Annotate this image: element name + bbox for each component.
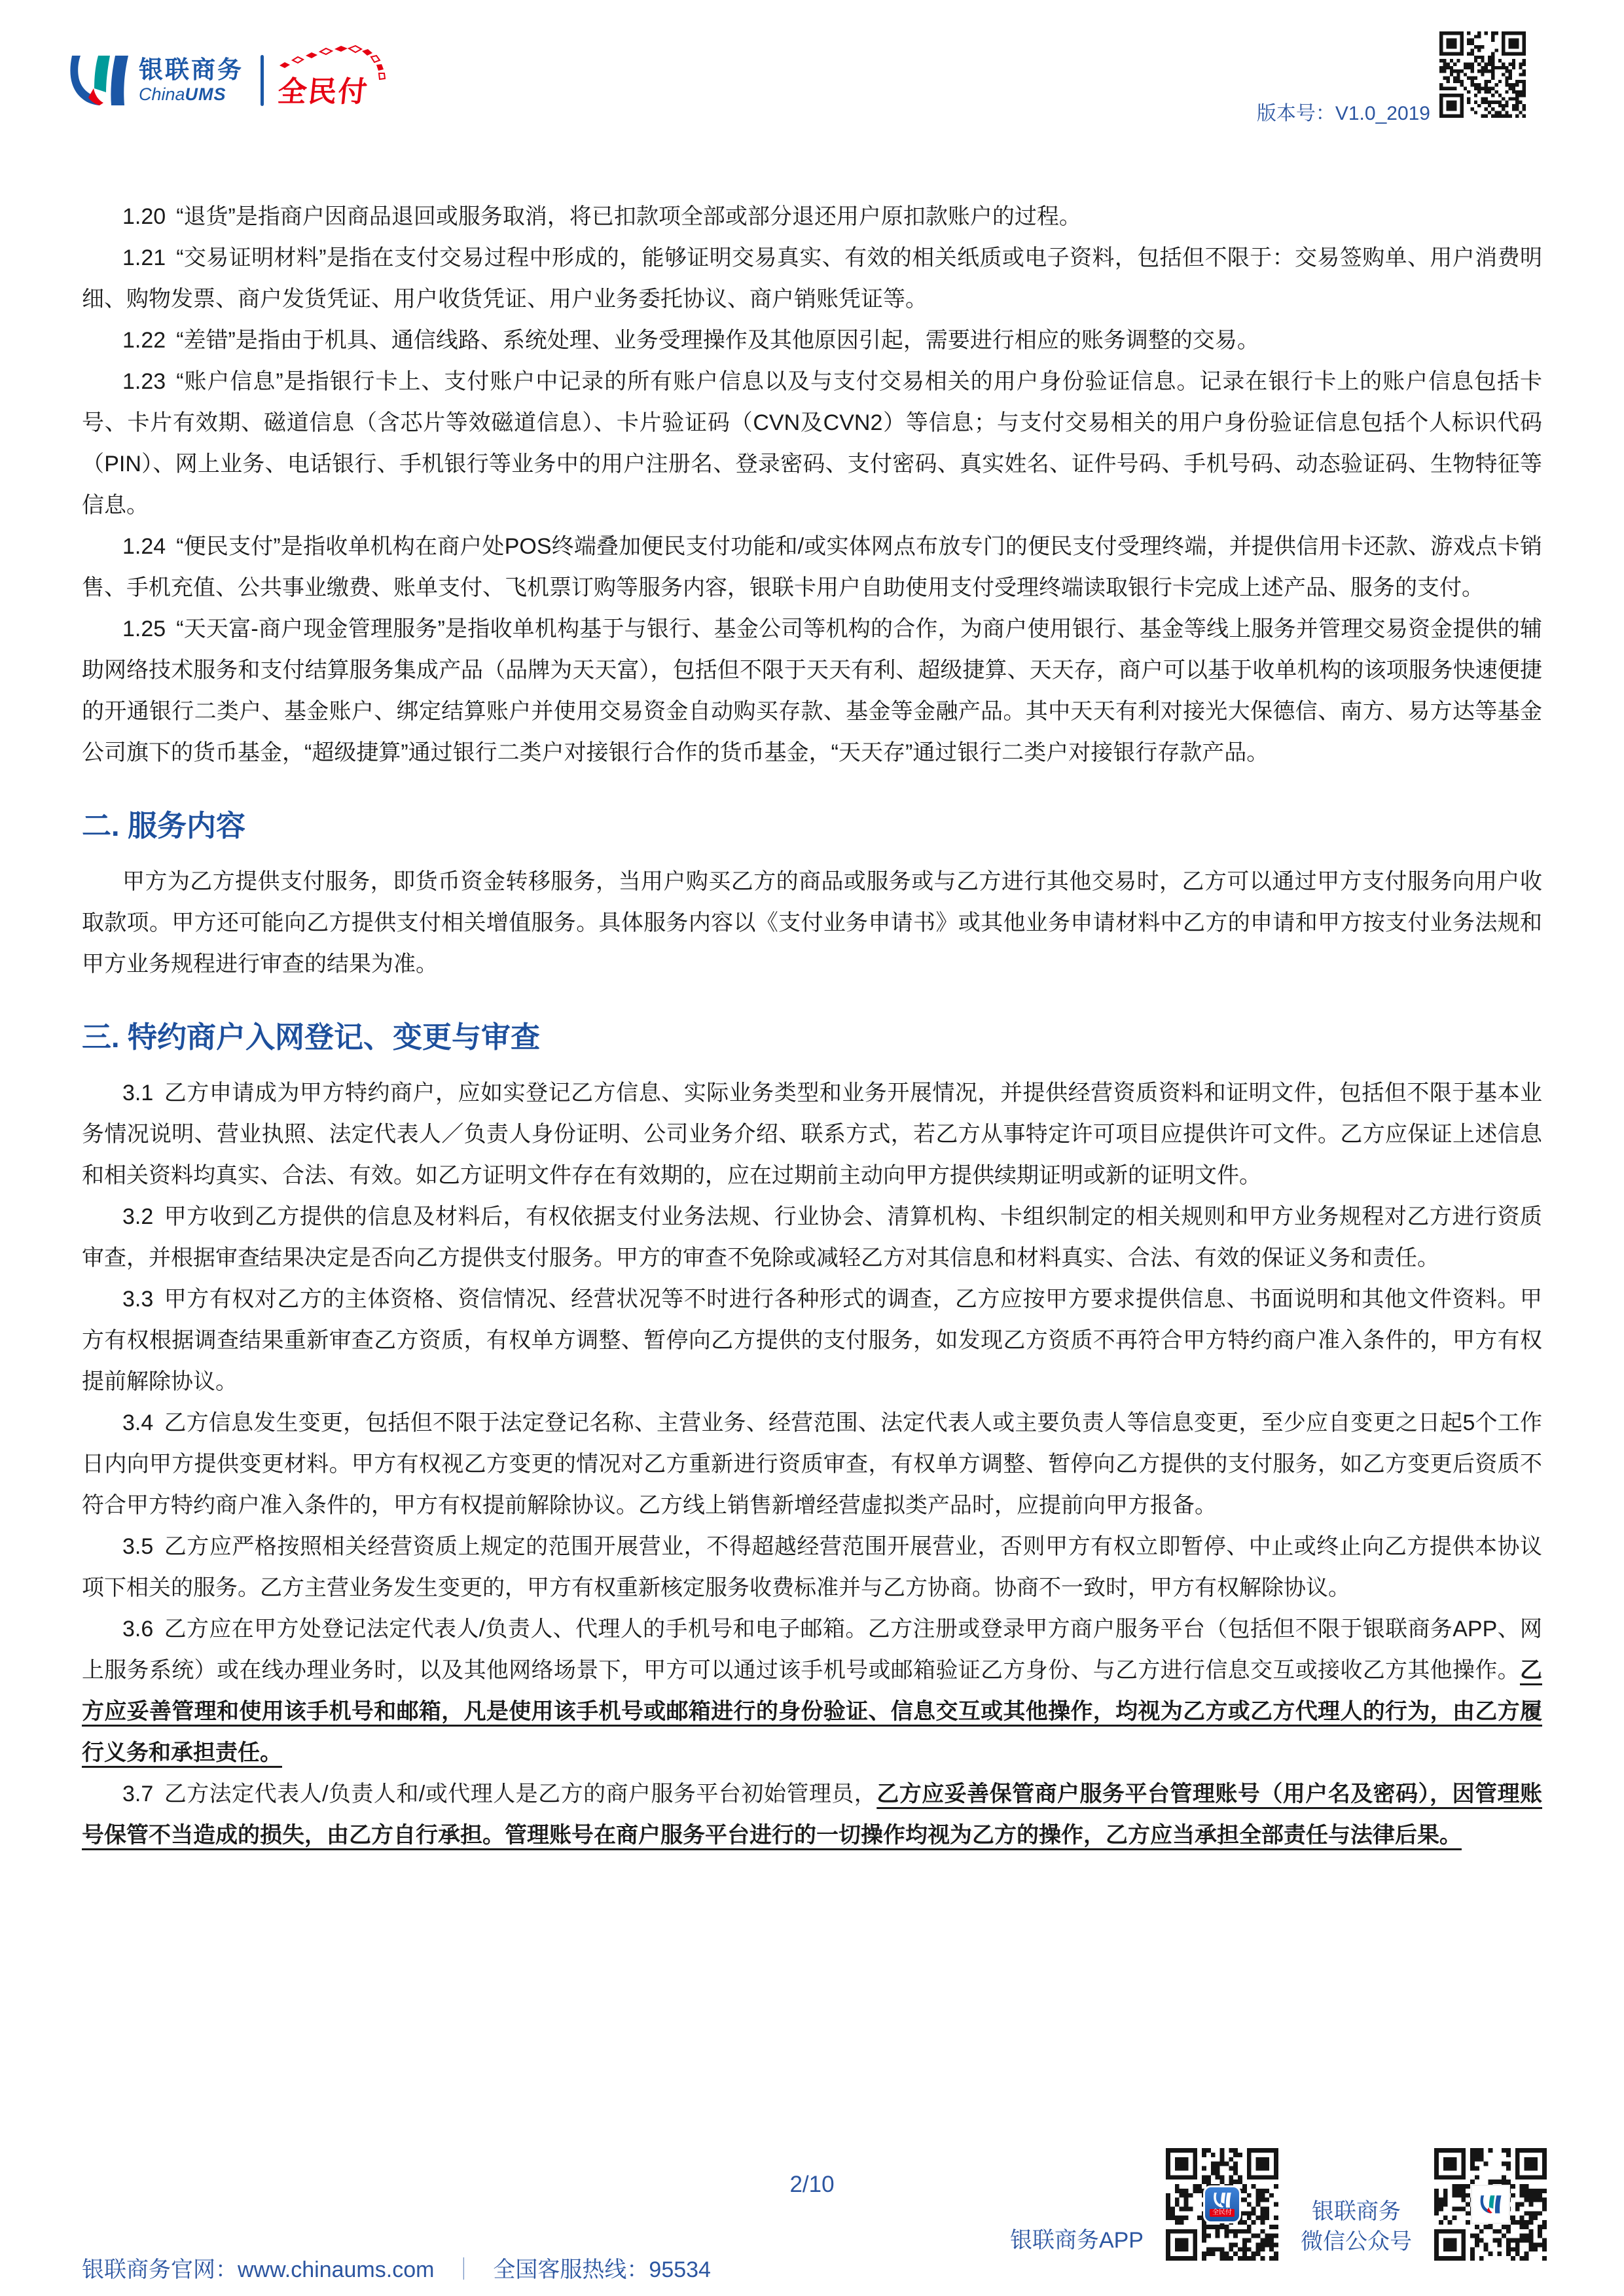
brand-en-light: China bbox=[139, 84, 185, 104]
clause-text: 甲方有权对乙方的主体资格、资信情况、经营状况等不时进行各种形式的调查，乙方应按甲方要求提供信息、书面说明和其他文件资料。甲方有权根据调查结果重新审查乙方资质，有权单方调整、暂停向乙方提供的支付服务，如发现乙方资质不再符合甲方特约商户准入条件的，甲方有权提前解除协议。 bbox=[82, 1287, 1542, 1394]
app-qr-code bbox=[1166, 2148, 1278, 2261]
site-url: www.chinaums.com bbox=[238, 2257, 435, 2282]
clause-number: 3.6 bbox=[122, 1617, 154, 1641]
clause-3-5 bbox=[82, 1526, 1542, 1609]
section-2-paragraph: 甲方为乙方提供支付服务，即货币资金转移服务，当用户购买乙方的商品或服务或与乙方进行其他交易时，乙方可以通过甲方支付服务向用户收取款项。甲方还可能向乙方提供支付相关增值服务。具体服务内容以《支付业务申请书》或其他业务申请材料中乙方的申请和甲方按支付业务法规和甲方业务规程进行审查的结果为准。 bbox=[82, 869, 1542, 977]
wechat-qr-label bbox=[1301, 2197, 1412, 2261]
clause-text: “便民支付”是指收单机构在商户处POS终端叠加便民支付功能和/或实体网点布放专门的便民支付受理终端，并提供信用卡还款、游戏点卡销售、手机充值、公共事业缴费、账单支付、飞机票订购等服务内容，银联卡用户自助使用支付受理终端读取银行卡完成上述产品、服务的支付。 bbox=[82, 534, 1542, 600]
clause-text: “交易证明材料”是指在支付交易过程中形成的，能够证明交易真实、有效的相关纸质或电子资料，包括但不限于：交易签购单、用户消费明细、购物发票、商户发货凭证、用户收货凭证、用户业务委托协议、商户销账凭证等。 bbox=[82, 245, 1542, 312]
clause-number: 3.3 bbox=[122, 1287, 154, 1312]
clause-number: 3.7 bbox=[122, 1782, 154, 1806]
app-icon-ribbon: 全民付 bbox=[1210, 2209, 1235, 2217]
hotline-number: 95534 bbox=[649, 2257, 711, 2282]
clause-text: “退货”是指商户因商品退回或服务取消，将已扣款项全部或部分退还用户原扣款账户的过程。 bbox=[176, 204, 1081, 229]
clause-1-24 bbox=[82, 526, 1542, 609]
footer-separator: ｜ bbox=[452, 2257, 475, 2282]
clause-text: 乙方申请成为甲方特约商户，应如实登记乙方信息、实际业务类型和业务开展情况，并提供经营资质资料和证明文件，包括但不限于基本业务情况说明、营业执照、法定代表人／负责人身份证明、公司业务介绍、联系方式，若乙方从事特定许可项目应提供许可文件。乙方应保证上述信息和相关资料均真实、合法、有效。如乙方证明文件存在有效期的，应在过期前主动向甲方提供续期证明或新的证明文件。 bbox=[82, 1081, 1542, 1188]
clause-3-7 bbox=[82, 1774, 1542, 1856]
clause-number: 3.2 bbox=[122, 1204, 154, 1229]
section-3-heading: 三. 特约商户入网登记、变更与审查 bbox=[82, 1020, 541, 1054]
chinaums-mini-logo-icon bbox=[1471, 2185, 1510, 2224]
version-label: 版本号：V1.0_2019 bbox=[1256, 103, 1430, 124]
clause-number: 1.21 bbox=[122, 245, 166, 270]
clause-3-4 bbox=[82, 1403, 1542, 1526]
mini-logo-mark bbox=[1479, 2195, 1502, 2214]
clause-text: “差错”是指由于机具、通信线路、系统处理、业务受理操作及其他原因引起，需要进行相应的账务调整的交易。 bbox=[176, 328, 1259, 353]
contract-body bbox=[82, 196, 1542, 1856]
logo-divider bbox=[261, 55, 264, 106]
footer-qr-group bbox=[1010, 2148, 1547, 2261]
clause-number: 1.24 bbox=[122, 534, 166, 559]
clause-3-2 bbox=[82, 1196, 1542, 1279]
brand-text bbox=[139, 57, 244, 104]
clause-number: 3.5 bbox=[122, 1534, 154, 1559]
wechat-label-line2: 微信公众号 bbox=[1301, 2229, 1412, 2254]
clause-1-22 bbox=[82, 320, 1542, 361]
clause-text: 甲方收到乙方提供的信息及材料后，有权依据支付业务法规、行业协会、清算机构、卡组织制定的相关规则和甲方业务规程对乙方进行资质审查，并根据审查结果决定是否向乙方提供支付服务。甲方的审查不免除或减轻乙方对其信息和材料真实、合法、有效的保证义务和责任。 bbox=[82, 1204, 1542, 1270]
brand-name-cn: 银联商务 bbox=[139, 56, 244, 83]
site-label: 银联商务官网： bbox=[82, 2257, 238, 2282]
chinaums-app-icon bbox=[1203, 2185, 1241, 2223]
quanminfu-logo bbox=[278, 51, 369, 110]
clause-text: 乙方应严格按照相关经营资质上规定的范围开展营业，不得超越经营范围开展营业，否则甲方有权立即暂停、中止或终止向乙方提供本协议项下相关的服务。乙方主营业务发生变更的，甲方有权重新核定服务收费标准并与乙方协商。协商不一致时，甲方有权解除协议。 bbox=[82, 1534, 1542, 1600]
app-icon-mark bbox=[1212, 2193, 1232, 2208]
brand-name-en bbox=[139, 84, 244, 104]
clause-1-23 bbox=[82, 361, 1542, 526]
header-qr-code bbox=[1439, 31, 1526, 118]
clause-3-1 bbox=[82, 1073, 1542, 1196]
clause-text: “天天富-商户现金管理服务”是指收单机构基于与银行、基金公司等机构的合作，为商户使用银行、基金等线上服务并管理交易资金提供的辅助网络技术服务和支付结算服务集成产品（品牌为天天富），包括但不限于天天有利、超级捷算、天天存，商户可以基于收单机构的该项服务快速便捷的开通银行二类户、基金账户、绑定结算账户并使用交易资金自动购买存款、基金等金融产品。其中天天有利对接光大保德信、南方、易方达等基金公司旗下的货币基金，“超级捷算”通过银行二类户对接银行合作的货币基金，“天天存”通过银行二类户对接银行存款产品。 bbox=[82, 617, 1542, 765]
clause-emphasized-text: 乙方应妥善管理和使用该手机号和邮箱，凡是使用该手机号或邮箱进行的身份验证、信息交互或其他操作，均视为乙方或乙方代理人的行为，由乙方履行义务和承担责任。 bbox=[82, 1658, 1542, 1765]
clause-number: 1.25 bbox=[122, 617, 166, 641]
clause-3-3 bbox=[82, 1279, 1542, 1403]
clause-text: 乙方信息发生变更，包括但不限于法定登记名称、主营业务、经营范围、法定代表人或主要负责人等信息变更，至少应自变更之日起5个工作日内向甲方提供变更材料。甲方有权视乙方变更的情况对乙方重新进行资质审查，有权单方调整、暂停向乙方提供的支付服务，如乙方变更后资质不符合甲方特约商户准入条件的，甲方有权提前解除协议。乙方线上销售新增经营虚拟类产品时，应提前向甲方报备。 bbox=[82, 1410, 1542, 1518]
quanminfu-wordmark: 全民付 bbox=[276, 76, 370, 108]
clause-3-6 bbox=[82, 1609, 1542, 1774]
app-qr-label: 银联商务APP bbox=[1009, 2228, 1144, 2253]
page-number: 2/10 bbox=[789, 2172, 835, 2197]
clause-1-20 bbox=[82, 196, 1542, 238]
clause-number: 1.23 bbox=[122, 369, 166, 394]
clause-text: “账户信息”是指银行卡上、支付账户中记录的所有账户信息以及与支付交易相关的用户身份验证信息。记录在银行卡上的账户信息包括卡号、卡片有效期、磁道信息（含芯片等效磁道信息）、卡片验证码（CVN及CVN2）等信息；与支付交易相关的用户身份验证信息包括个人标识代码（PIN）、网上业务、电话银行、手机银行等业务中的用户注册名、登录密码、支付密码、真实姓名、证件号码、手机号码、动态验证码、生物特征等信息。 bbox=[82, 369, 1542, 518]
clause-number: 1.20 bbox=[122, 204, 166, 229]
clause-number: 3.4 bbox=[122, 1410, 154, 1435]
chinaums-logo bbox=[65, 51, 369, 110]
footer-contact-line bbox=[82, 2251, 711, 2284]
clause-number: 1.22 bbox=[122, 328, 166, 353]
wechat-qr-code bbox=[1434, 2148, 1547, 2261]
clause-text: 乙方法定代表人/负责人和/或代理人是乙方的商户服务平台初始管理员， bbox=[164, 1782, 877, 1806]
brand-en-bold: UMS bbox=[185, 84, 226, 104]
section-2-heading: 二. 服务内容 bbox=[82, 809, 246, 842]
wechat-label-line1: 银联商务 bbox=[1312, 2199, 1401, 2224]
clause-number: 3.1 bbox=[122, 1081, 154, 1105]
chinaums-logo-mark-icon bbox=[65, 55, 131, 106]
clause-1-25 bbox=[82, 609, 1542, 774]
clause-1-21 bbox=[82, 238, 1542, 320]
clause-emphasized-text: 乙方应妥善保管商户服务平台管理账号（用户名及密码），因管理账号保管不当造成的损失，由乙方自行承担。管理账号在商户服务平台进行的一切操作均视为乙方的操作，乙方应当承担全部责任与法律后果。 bbox=[82, 1782, 1543, 1848]
clause-text: 乙方应在甲方处登记法定代表人/负责人、代理人的手机号和电子邮箱。乙方注册或登录甲方商户服务平台（包括但不限于银联商务APP、网上服务系统）或在线办理业务时，以及其他网络场景下，甲方可以通过该手机号或邮箱验证乙方身份、与乙方进行信息交互或接收乙方其他操作。 bbox=[82, 1617, 1542, 1683]
hotline-label: 全国客服热线： bbox=[493, 2257, 649, 2282]
